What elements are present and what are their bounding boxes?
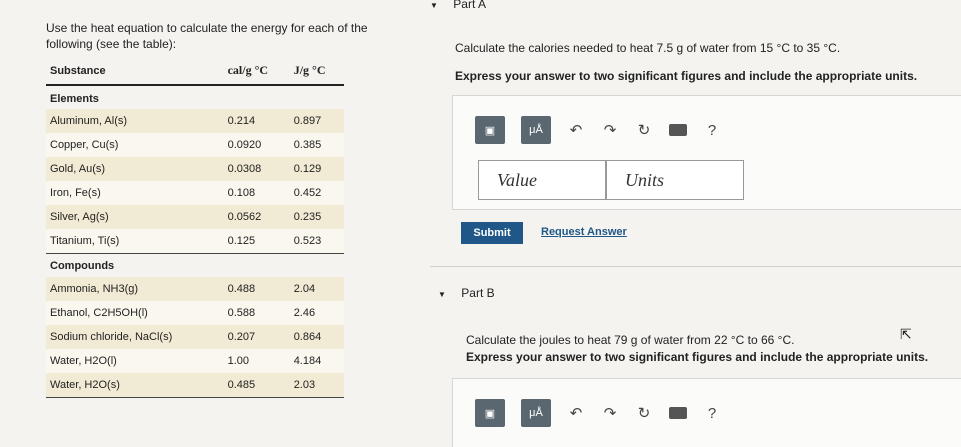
col-joule: J/g °C bbox=[290, 57, 344, 85]
section-divider bbox=[430, 266, 961, 267]
part-a-label: Part A bbox=[453, 0, 486, 11]
table-cell-j: 2.04 bbox=[290, 277, 344, 301]
help-icon[interactable]: ? bbox=[707, 121, 717, 139]
table-row bbox=[46, 133, 344, 157]
submit-button[interactable]: Submit bbox=[461, 222, 523, 244]
table-row bbox=[46, 349, 344, 373]
table-cell-name: Iron, Fe(s) bbox=[46, 181, 224, 205]
template-icon[interactable]: ▣ bbox=[475, 116, 505, 144]
table-cell-j: 4.184 bbox=[290, 349, 344, 373]
table-cell-j: 0.864 bbox=[290, 325, 344, 349]
table-cell-j: 0.523 bbox=[290, 229, 344, 253]
table-row bbox=[46, 205, 344, 229]
table-cell-name: Ammonia, NH3(g) bbox=[46, 277, 224, 301]
undo-icon[interactable]: ↶ bbox=[569, 405, 583, 422]
table-cell-j: 0.235 bbox=[290, 205, 344, 229]
part-a-header[interactable] bbox=[430, 0, 486, 11]
section-label: Elements bbox=[50, 92, 99, 105]
table-row bbox=[46, 229, 344, 253]
table-cell-cal: 0.214 bbox=[224, 109, 290, 133]
table-cell-cal: 0.0308 bbox=[224, 157, 290, 181]
specific-heat-table bbox=[46, 57, 344, 398]
col-substance: Substance bbox=[46, 57, 224, 85]
table-cell-cal: 0.0562 bbox=[224, 205, 290, 229]
table-cell-j: 2.03 bbox=[290, 373, 344, 397]
part-b-answer-box bbox=[452, 378, 961, 447]
table-cell-j: 0.129 bbox=[290, 157, 344, 181]
section-label: Compounds bbox=[50, 260, 115, 273]
part-b-label: Part B bbox=[461, 286, 495, 300]
reset-icon[interactable]: ↻ bbox=[637, 122, 651, 139]
mouse-cursor-icon: ⇱ bbox=[900, 326, 912, 342]
keyboard-icon[interactable] bbox=[669, 407, 687, 419]
redo-icon[interactable]: ↷ bbox=[603, 122, 617, 139]
undo-icon[interactable]: ↶ bbox=[569, 122, 583, 139]
table-row bbox=[46, 325, 344, 349]
part-a-question: Calculate the calories needed to heat 7.5 g of water from 15 °C to 35 °C. bbox=[455, 41, 841, 55]
table-cell-j: 0.452 bbox=[290, 181, 344, 205]
intro-text: Use the heat equation to calculate the energy for each of the following (see the table): bbox=[46, 21, 368, 51]
table-cell-name: Water, H2O(s) bbox=[46, 373, 224, 397]
units-input[interactable]: Units bbox=[606, 160, 744, 200]
table-cell-name: Gold, Au(s) bbox=[46, 157, 224, 181]
table-cell-cal: 0.108 bbox=[224, 181, 290, 205]
part-b-question: Calculate the joules to heat 79 g of water from 22 °C to 66 °C. bbox=[466, 333, 795, 347]
table-cell-cal: 0.485 bbox=[224, 373, 290, 397]
table-cell-name: Copper, Cu(s) bbox=[46, 133, 224, 157]
table-cell-cal: 1.00 bbox=[224, 349, 290, 373]
part-a-instruction: Express your answer to two significant figures and include the appropriate units. bbox=[455, 69, 918, 83]
part-a-answer-box bbox=[452, 95, 961, 210]
table-cell-cal: 0.125 bbox=[224, 229, 290, 253]
table-row bbox=[46, 373, 344, 397]
collapse-caret-icon[interactable]: ▼ bbox=[430, 1, 438, 10]
table-cell-name: Sodium chloride, NaCl(s) bbox=[46, 325, 224, 349]
redo-icon[interactable]: ↷ bbox=[603, 405, 617, 422]
table-cell-j: 2.46 bbox=[290, 301, 344, 325]
col-cal: cal/g °C bbox=[224, 57, 290, 85]
table-cell-name: Water, H2O(l) bbox=[46, 349, 224, 373]
table-cell-cal: 0.0920 bbox=[224, 133, 290, 157]
value-input[interactable]: Value bbox=[478, 160, 606, 200]
part-b-header[interactable] bbox=[438, 286, 495, 300]
table-row bbox=[46, 301, 344, 325]
table-cell-name: Ethanol, C2H5OH(l) bbox=[46, 301, 224, 325]
table-row bbox=[46, 277, 344, 301]
table-row bbox=[46, 109, 344, 133]
part-a-toolbar bbox=[475, 116, 721, 144]
units-button[interactable]: μÅ bbox=[521, 399, 551, 427]
help-icon[interactable]: ? bbox=[707, 404, 717, 422]
table-cell-name: Titanium, Ti(s) bbox=[46, 229, 224, 253]
keyboard-icon[interactable] bbox=[669, 124, 687, 136]
table-cell-j: 0.385 bbox=[290, 133, 344, 157]
table-cell-cal: 0.207 bbox=[224, 325, 290, 349]
table-section-header bbox=[46, 85, 344, 109]
reset-icon[interactable]: ↻ bbox=[637, 405, 651, 422]
units-button[interactable]: μÅ bbox=[521, 116, 551, 144]
table-cell-cal: 0.588 bbox=[224, 301, 290, 325]
part-b-instruction: Express your answer to two significant figures and include the appropriate units. bbox=[466, 350, 929, 364]
table-row bbox=[46, 181, 344, 205]
table-cell-cal: 0.488 bbox=[224, 277, 290, 301]
part-b-toolbar bbox=[475, 399, 721, 427]
table-cell-name: Aluminum, Al(s) bbox=[46, 109, 224, 133]
template-icon[interactable]: ▣ bbox=[475, 399, 505, 427]
request-answer-link[interactable]: Request Answer bbox=[541, 226, 627, 238]
collapse-caret-icon[interactable]: ▼ bbox=[438, 290, 446, 299]
table-cell-name: Silver, Ag(s) bbox=[46, 205, 224, 229]
table-cell-j: 0.897 bbox=[290, 109, 344, 133]
table-row bbox=[46, 157, 344, 181]
table-section-header bbox=[46, 253, 344, 277]
